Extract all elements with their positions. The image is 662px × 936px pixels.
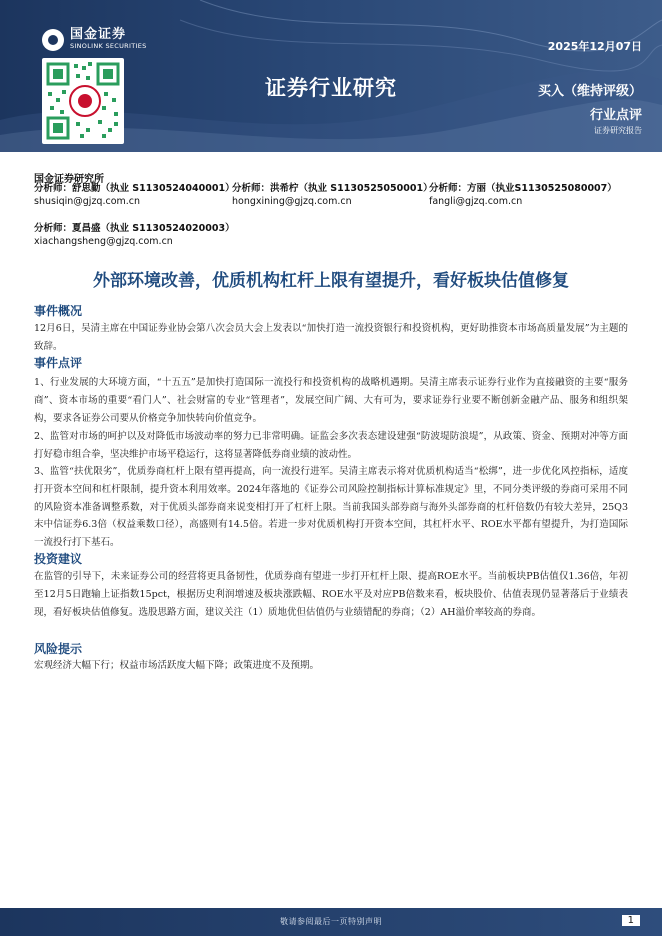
analyst-email: xiachangsheng@gjzq.com.cn [34, 236, 173, 247]
analyst-email: hongxining@gjzq.com.cn [232, 196, 352, 207]
company-logo [42, 28, 147, 51]
logo-english-name: SINOLINK SECURITIES [70, 42, 147, 50]
header-banner [0, 0, 662, 152]
report-category-title: 证券行业研究 [265, 76, 397, 100]
analyst-block [429, 182, 617, 208]
page-number: 1 [622, 915, 640, 926]
analyst-name: 分析师：舒思勤（执业 S1130524040001） [34, 183, 235, 194]
section-title-comment: 事件点评 [34, 356, 83, 370]
page-footer [0, 908, 662, 936]
comment-paragraph-2: 2、监管对市场的呵护以及对降低市场波动率的努力已非常明确。证监会多次表态建设建强“防波堤防浪堤”，从政策、资金、预期对冲等方面打好稳市组合拳，坚决维护市场平稳运行，这将显著降低券商业绩的波动性。 [34, 431, 628, 460]
comment-paragraph-3: 3、监管“扶优限劣”，优质券商杠杆上限有望再提高，向一流投行进军。吴清主席表示将对优质机构适当“松绑”，进一步优化风控指标，适度打开资本空间和杠杆限制，提升资本利用效率。2024年落地的《证券公司风险控制指标计算标准规定》里，不同分类评级的券商可采用不同的风险资本准备调整系数，对于优质头部券商来说变相打开了杠杆上限。当前我国头部券商与海外头部券商的杠杆倍数仍有较大差异，25Q3末中信证券6.3倍（权益乘数口径），高盛则有14.5倍。若进一步对优质机构打开资本空间，其杠杆水平、ROE水平都有望提升，为打造国际一流投行打下基石。 [34, 466, 628, 549]
section-title-risk: 风险提示 [34, 642, 83, 656]
report-headline: 外部环境改善，优质机构杠杆上限有望提升，看好板块估值修复 [93, 271, 569, 291]
report-date: 2025年12月07日 [547, 40, 642, 53]
overview-paragraph: 12月6日，吴清主席在中国证券业协会第八次会员大会上发表以“加快打造一流投资银行和投资机构，更好助推资本市场高质量发展”为主题的致辞。 [34, 323, 628, 352]
risk-paragraph: 宏观经济大幅下行；权益市场活跃度大幅下降；政策进度不及预期。 [34, 660, 320, 671]
analyst-name: 分析师：夏昌盛（执业 S1130524020003） [34, 223, 235, 234]
invest-paragraph: 在监管的引导下，未来证券公司的经营将更具备韧性，优质券商有望进一步打开杠杆上限、提高ROE水平。当前板块PB估值仅1.36倍，年初至12月5日跑输上证指数15pct，根据历史利润增速及板块涨跌幅、ROE水平及对应PB倍数来看，板块股价、估值表现仍显著落后于业绩表现，看好板块估值修复。选股思路方面，建议关注（1）质地优但估值仍与业绩错配的券商；（2）AH溢价率较高的券商。 [34, 571, 628, 618]
section-title-overview: 事件概况 [34, 304, 83, 318]
comment-paragraph-1: 1、行业发展的大环境方面，“十五五”是加快打造国际一流投行和投资机构的战略机遇期。吴清主席表示证券行业作为直接融资的主要“服务商”、资本市场的重要“看门人”、社会财富的专业“管理者”，发展空间广阔、大有可为，要求证券行业要不断创新金融产品、服务和组织架构，要求各证券公司要从价格竞争加快转向价值竞争。 [34, 377, 628, 424]
report-type: 行业点评 [589, 108, 642, 123]
section-title-invest: 投资建议 [34, 552, 83, 566]
rating-label: 买入（维持评级） [537, 84, 642, 99]
institute-name: 国金证券研究所 [34, 174, 104, 185]
analyst-name: 分析师：洪希柠（执业 S1130525050001） [232, 183, 433, 194]
analyst-block [34, 222, 235, 248]
logo-chinese-name: 国金证券 [70, 27, 127, 42]
analyst-email: shusiqin@gjzq.com.cn [34, 196, 141, 207]
analyst-block [232, 182, 433, 208]
logo-mark-icon [42, 29, 64, 51]
analyst-block [34, 182, 235, 208]
analyst-email: fangli@gjzq.com.cn [429, 196, 523, 207]
report-subtype: 证券研究报告 [594, 126, 642, 135]
footer-disclaimer: 敬请参阅最后一页特别声明 [280, 917, 382, 926]
analyst-name: 分析师：方丽（执业S1130525080007） [429, 183, 617, 194]
